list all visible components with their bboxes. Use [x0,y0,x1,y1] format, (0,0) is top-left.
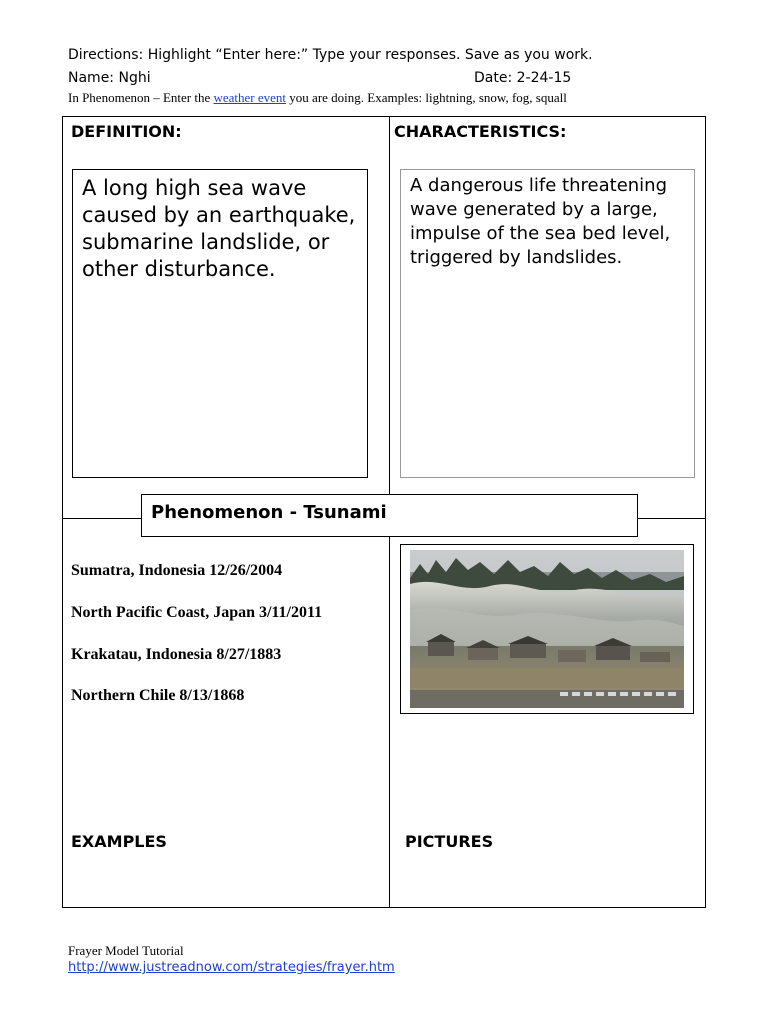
phenomenon-text: Phenomenon - Tsunami [151,502,387,523]
horizontal-divider-right [637,518,706,519]
examples-label: EXAMPLES [71,832,167,851]
example-item: Northern Chile 8/13/1868 [71,687,245,704]
definition-text: A long high sea wave caused by an earthquake, submarine landslide, or other disturbance. [82,176,356,281]
characteristics-label: CHARACTERISTICS: [394,122,567,141]
horizontal-divider-left [62,518,142,519]
name-field[interactable]: Name: Nghi [68,70,151,86]
phenomenon-box[interactable] [141,494,638,537]
example-item: Krakatau, Indonesia 8/27/1883 [71,646,282,663]
weather-event-link[interactable]: weather event [213,90,287,105]
directions-text: Directions: Highlight “Enter here:” Type your responses. Save as you work. [68,47,593,63]
instruction-line [68,90,567,106]
example-item: North Pacific Coast, Japan 3/11/2011 [71,604,323,621]
example-item: Sumatra, Indonesia 12/26/2004 [71,562,283,579]
footer-title: Frayer Model Tutorial [68,943,184,958]
characteristics-text: A dangerous life threatening wave generated by a large, impulse of the sea bed level, triggered by landslides. [410,175,671,268]
footer-url-link[interactable]: http://www.justreadnow.com/strategies/frayer.htm [68,960,395,975]
pictures-label: PICTURES [405,832,494,851]
definition-label: DEFINITION: [71,122,182,141]
instruction-suffix: you are doing. Examples: lightning, snow, fog, squall [286,90,567,105]
definition-textbox[interactable] [72,169,368,478]
instruction-prefix: In Phenomenon – Enter the [68,90,214,105]
characteristics-textbox[interactable] [400,169,695,478]
tsunami-photo [410,550,684,708]
tsunami-picture-frame[interactable] [400,544,694,714]
date-field[interactable]: Date: 2-24-15 [474,70,572,86]
